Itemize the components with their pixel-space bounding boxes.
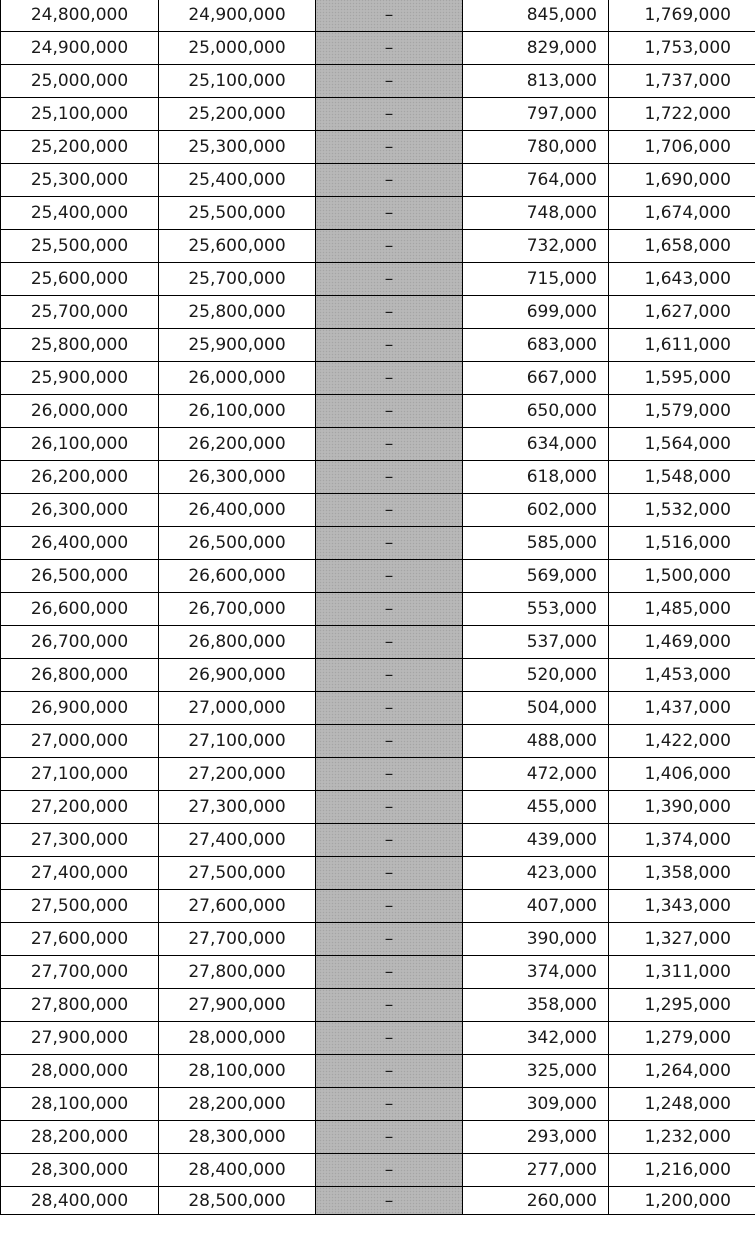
table-row [1,98,755,131]
amount-cell-2: 1,516,000 [609,527,755,560]
income-to-cell: 25,000,000 [159,32,316,65]
income-to-cell: 27,900,000 [159,989,316,1022]
shaded-dash-cell: – [316,857,463,890]
amount-cell-1: 748,000 [463,197,609,230]
amount-cell-2: 1,343,000 [609,890,755,923]
income-to-cell: 25,600,000 [159,230,316,263]
shaded-dash-cell: – [316,824,463,857]
income-from-cell: 27,100,000 [1,758,159,791]
table-row [1,791,755,824]
amount-cell-2: 1,722,000 [609,98,755,131]
amount-cell-2: 1,706,000 [609,131,755,164]
income-to-cell: 26,400,000 [159,494,316,527]
income-from-cell: 25,500,000 [1,230,159,263]
amount-cell-1: 277,000 [463,1154,609,1187]
shaded-dash-cell: – [316,65,463,98]
table-row [1,164,755,197]
table-row [1,230,755,263]
income-to-cell: 28,400,000 [159,1154,316,1187]
amount-cell-1: 585,000 [463,527,609,560]
amount-cell-1: 829,000 [463,32,609,65]
income-from-cell: 26,000,000 [1,395,159,428]
amount-cell-1: 569,000 [463,560,609,593]
amount-cell-1: 699,000 [463,296,609,329]
amount-cell-2: 1,485,000 [609,593,755,626]
income-from-cell: 26,100,000 [1,428,159,461]
table-row [1,32,755,65]
amount-cell-2: 1,374,000 [609,824,755,857]
income-from-cell: 27,500,000 [1,890,159,923]
amount-cell-1: 358,000 [463,989,609,1022]
income-to-cell: 27,600,000 [159,890,316,923]
table-row [1,428,755,461]
table-row [1,494,755,527]
amount-cell-2: 1,422,000 [609,725,755,758]
income-to-cell: 25,500,000 [159,197,316,230]
shaded-dash-cell: – [316,1187,463,1215]
shaded-dash-cell: – [316,758,463,791]
income-to-cell: 26,300,000 [159,461,316,494]
amount-cell-1: 374,000 [463,956,609,989]
income-from-cell: 24,800,000 [1,0,159,32]
shaded-dash-cell: – [316,461,463,494]
amount-cell-1: 520,000 [463,659,609,692]
table-row [1,824,755,857]
amount-cell-1: 764,000 [463,164,609,197]
table-row [1,461,755,494]
table-row [1,197,755,230]
amount-cell-1: 439,000 [463,824,609,857]
table-row [1,692,755,725]
income-from-cell: 25,200,000 [1,131,159,164]
amount-cell-1: 732,000 [463,230,609,263]
income-from-cell: 28,200,000 [1,1121,159,1154]
shaded-dash-cell: – [316,0,463,32]
shaded-dash-cell: – [316,263,463,296]
income-from-cell: 25,800,000 [1,329,159,362]
amount-cell-2: 1,232,000 [609,1121,755,1154]
income-from-cell: 28,100,000 [1,1088,159,1121]
income-from-cell: 28,400,000 [1,1187,159,1215]
table-row [1,626,755,659]
income-to-cell: 26,500,000 [159,527,316,560]
amount-cell-1: 797,000 [463,98,609,131]
amount-cell-1: 407,000 [463,890,609,923]
amount-cell-2: 1,643,000 [609,263,755,296]
income-to-cell: 27,800,000 [159,956,316,989]
income-to-cell: 25,300,000 [159,131,316,164]
amount-cell-2: 1,311,000 [609,956,755,989]
income-to-cell: 24,900,000 [159,0,316,32]
amount-cell-2: 1,295,000 [609,989,755,1022]
amount-cell-1: 683,000 [463,329,609,362]
shaded-dash-cell: – [316,560,463,593]
table-row [1,593,755,626]
income-to-cell: 28,300,000 [159,1121,316,1154]
amount-cell-2: 1,327,000 [609,923,755,956]
income-to-cell: 27,300,000 [159,791,316,824]
amount-cell-2: 1,264,000 [609,1055,755,1088]
income-to-cell: 25,100,000 [159,65,316,98]
table-row [1,263,755,296]
table-row [1,956,755,989]
income-to-cell: 27,700,000 [159,923,316,956]
income-to-cell: 28,500,000 [159,1187,316,1215]
table-row [1,0,755,32]
amount-cell-2: 1,753,000 [609,32,755,65]
shaded-dash-cell: – [316,626,463,659]
shaded-dash-cell: – [316,659,463,692]
table-row [1,1088,755,1121]
amount-cell-2: 1,469,000 [609,626,755,659]
shaded-dash-cell: – [316,692,463,725]
income-from-cell: 25,400,000 [1,197,159,230]
income-to-cell: 27,400,000 [159,824,316,857]
income-to-cell: 26,600,000 [159,560,316,593]
table-row [1,725,755,758]
amount-cell-2: 1,216,000 [609,1154,755,1187]
amount-cell-1: 618,000 [463,461,609,494]
income-to-cell: 25,700,000 [159,263,316,296]
shaded-dash-cell: – [316,395,463,428]
income-from-cell: 27,800,000 [1,989,159,1022]
amount-cell-2: 1,358,000 [609,857,755,890]
income-from-cell: 26,300,000 [1,494,159,527]
shaded-dash-cell: – [316,527,463,560]
income-to-cell: 26,000,000 [159,362,316,395]
shaded-dash-cell: – [316,1022,463,1055]
shaded-dash-cell: – [316,791,463,824]
shaded-dash-cell: – [316,197,463,230]
amount-cell-2: 1,658,000 [609,230,755,263]
amount-cell-1: 342,000 [463,1022,609,1055]
amount-cell-1: 260,000 [463,1187,609,1215]
shaded-dash-cell: – [316,296,463,329]
amount-cell-1: 553,000 [463,593,609,626]
table-row [1,362,755,395]
table-body [1,0,755,1215]
amount-cell-2: 1,627,000 [609,296,755,329]
amount-cell-1: 780,000 [463,131,609,164]
table-row [1,560,755,593]
amount-cell-2: 1,769,000 [609,0,755,32]
table-row [1,1187,755,1215]
income-from-cell: 26,400,000 [1,527,159,560]
income-to-cell: 25,900,000 [159,329,316,362]
amount-cell-2: 1,453,000 [609,659,755,692]
income-to-cell: 26,200,000 [159,428,316,461]
shaded-dash-cell: – [316,1055,463,1088]
shaded-dash-cell: – [316,725,463,758]
shaded-dash-cell: – [316,428,463,461]
income-from-cell: 27,400,000 [1,857,159,890]
income-from-cell: 25,600,000 [1,263,159,296]
amount-cell-2: 1,500,000 [609,560,755,593]
amount-cell-2: 1,390,000 [609,791,755,824]
shaded-dash-cell: – [316,956,463,989]
shaded-dash-cell: – [316,923,463,956]
amount-cell-1: 667,000 [463,362,609,395]
amount-cell-2: 1,564,000 [609,428,755,461]
income-from-cell: 26,500,000 [1,560,159,593]
amount-cell-1: 472,000 [463,758,609,791]
shaded-dash-cell: – [316,1121,463,1154]
income-from-cell: 26,600,000 [1,593,159,626]
table-row [1,1055,755,1088]
amount-cell-1: 325,000 [463,1055,609,1088]
amount-cell-1: 423,000 [463,857,609,890]
income-from-cell: 26,900,000 [1,692,159,725]
table-row [1,329,755,362]
amount-cell-1: 715,000 [463,263,609,296]
table-row [1,857,755,890]
amount-cell-1: 634,000 [463,428,609,461]
income-from-cell: 27,000,000 [1,725,159,758]
income-from-cell: 25,900,000 [1,362,159,395]
amount-cell-2: 1,674,000 [609,197,755,230]
income-to-cell: 28,200,000 [159,1088,316,1121]
table-row [1,395,755,428]
amount-cell-2: 1,548,000 [609,461,755,494]
shaded-dash-cell: – [316,230,463,263]
income-from-cell: 25,000,000 [1,65,159,98]
shaded-dash-cell: – [316,164,463,197]
income-from-cell: 25,300,000 [1,164,159,197]
income-to-cell: 25,400,000 [159,164,316,197]
amount-cell-2: 1,248,000 [609,1088,755,1121]
amount-cell-2: 1,611,000 [609,329,755,362]
amount-cell-2: 1,437,000 [609,692,755,725]
amount-cell-1: 537,000 [463,626,609,659]
amount-cell-1: 845,000 [463,0,609,32]
amount-cell-1: 813,000 [463,65,609,98]
table-row [1,1154,755,1187]
income-to-cell: 27,000,000 [159,692,316,725]
income-to-cell: 27,500,000 [159,857,316,890]
income-to-cell: 25,200,000 [159,98,316,131]
shaded-dash-cell: – [316,329,463,362]
shaded-dash-cell: – [316,131,463,164]
income-to-cell: 28,100,000 [159,1055,316,1088]
shaded-dash-cell: – [316,890,463,923]
table-row [1,296,755,329]
shaded-dash-cell: – [316,989,463,1022]
table-row [1,131,755,164]
income-from-cell: 27,700,000 [1,956,159,989]
income-from-cell: 28,300,000 [1,1154,159,1187]
amount-cell-2: 1,279,000 [609,1022,755,1055]
amount-cell-2: 1,690,000 [609,164,755,197]
table-row [1,1022,755,1055]
amount-cell-1: 602,000 [463,494,609,527]
table-row [1,890,755,923]
shaded-dash-cell: – [316,98,463,131]
table-row [1,527,755,560]
shaded-dash-cell: – [316,1088,463,1121]
income-to-cell: 25,800,000 [159,296,316,329]
table-row [1,989,755,1022]
income-from-cell: 25,700,000 [1,296,159,329]
income-from-cell: 26,700,000 [1,626,159,659]
shaded-dash-cell: – [316,494,463,527]
amount-cell-1: 309,000 [463,1088,609,1121]
income-to-cell: 26,800,000 [159,626,316,659]
amount-cell-1: 650,000 [463,395,609,428]
amount-cell-1: 488,000 [463,725,609,758]
shaded-dash-cell: – [316,593,463,626]
amount-cell-1: 504,000 [463,692,609,725]
amount-cell-1: 390,000 [463,923,609,956]
table-row [1,758,755,791]
table-row [1,923,755,956]
income-from-cell: 27,200,000 [1,791,159,824]
income-to-cell: 27,200,000 [159,758,316,791]
income-from-cell: 27,900,000 [1,1022,159,1055]
table-row [1,65,755,98]
shaded-dash-cell: – [316,362,463,395]
income-to-cell: 27,100,000 [159,725,316,758]
table-row [1,1121,755,1154]
income-from-cell: 24,900,000 [1,32,159,65]
income-from-cell: 28,000,000 [1,1055,159,1088]
amount-cell-2: 1,579,000 [609,395,755,428]
income-to-cell: 26,700,000 [159,593,316,626]
income-to-cell: 26,100,000 [159,395,316,428]
shaded-dash-cell: – [316,1154,463,1187]
income-from-cell: 27,300,000 [1,824,159,857]
table-row [1,659,755,692]
income-to-cell: 28,000,000 [159,1022,316,1055]
amount-cell-2: 1,406,000 [609,758,755,791]
amount-cell-1: 455,000 [463,791,609,824]
income-from-cell: 26,200,000 [1,461,159,494]
amount-cell-2: 1,595,000 [609,362,755,395]
shaded-dash-cell: – [316,32,463,65]
amount-cell-2: 1,200,000 [609,1187,755,1215]
income-from-cell: 26,800,000 [1,659,159,692]
amount-cell-2: 1,532,000 [609,494,755,527]
income-to-cell: 26,900,000 [159,659,316,692]
income-from-cell: 25,100,000 [1,98,159,131]
income-from-cell: 27,600,000 [1,923,159,956]
amount-cell-1: 293,000 [463,1121,609,1154]
amount-cell-2: 1,737,000 [609,65,755,98]
